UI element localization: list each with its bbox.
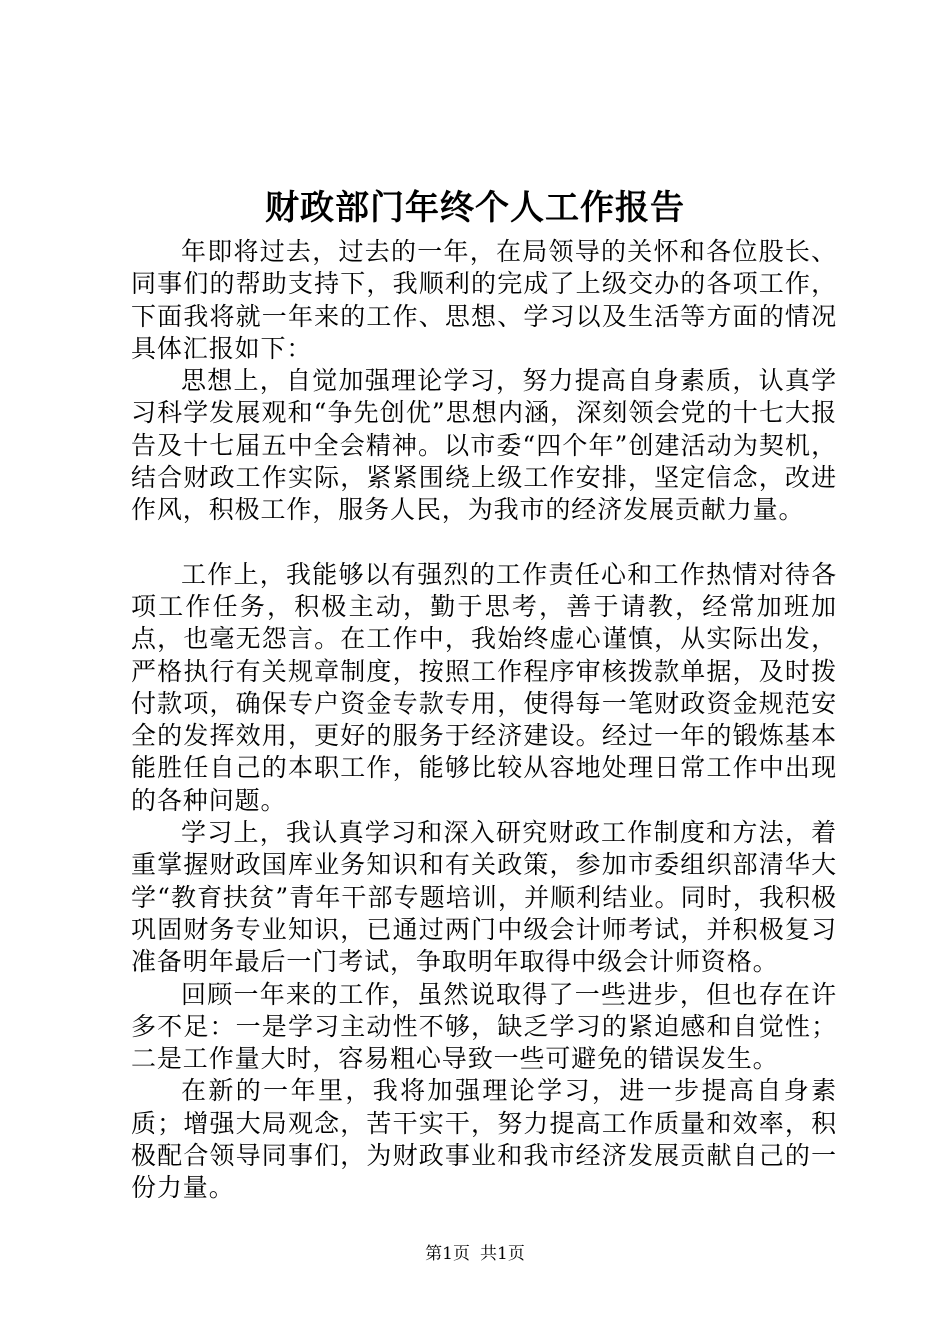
paragraph-study: 学习上，我认真学习和深入研究财政工作制度和方法，着重掌握财政国库业务知识和有关政策，参加市委组织部清华大学“教育扶贫”青年干部专题培训，并顺利结业。同时，我积极巩固财务专业知识，已通过两门中级会计师考试，并积极复习准备明年最后一门考试，争取明年取得中级会计师资格。: [131, 818, 837, 977]
paragraph-plan: 在新的一年里，我将加强理论学习，进一步提高自身素质；增强大局观念，苦干实干，努力提高工作质量和效率，积极配合领导同事们，为财政事业和我市经济发展贡献自己的一份力量。: [131, 1076, 837, 1203]
document-body: [131, 236, 837, 1205]
paragraph-intro: 年即将过去，过去的一年，在局领导的关怀和各位股长、同事们的帮助支持下，我顺利的完成了上级交办的各项工作，下面我将就一年来的工作、思想、学习以及生活等方面的情况具体汇报如下：: [131, 237, 837, 363]
paragraph-work: 工作上，我能够以有强烈的工作责任心和工作热情对待各项工作任务，积极主动，勤于思考，善于请教，经常加班加点，也毫无怨言。在工作中，我始终虚心谨慎，从实际出发，严格执行有关规章制度，按照工作程序审核拨款单据，及时拨付款项，确保专户资金专款专用，使得每一笔财政资金规范安全的发挥效用，更好的服务于经济建设。经过一年的锻炼基本能胜任自己的本职工作，能够比较从容地处理日常工作中出现的各种问题。: [131, 559, 837, 815]
page-number: 第1页: [425, 1244, 470, 1264]
paragraph-thought: 思想上，自觉加强理论学习，努力提高自身素质，认真学习科学发展观和“争先创优”思想内涵，深刻领会党的十七大报告及十七届五中全会精神。以市委“四个年”创建活动为契机，结合财政工作实际，紧紧围绕上级工作安排，坚定信念，改进作风，积极工作，服务人民，为我市的经济发展贡献力量。: [131, 366, 837, 525]
paragraph-review: 回顾一年来的工作，虽然说取得了一些进步，但也存在许多不足：一是学习主动性不够，缺乏学习的紧迫感和自觉性；二是工作量大时，容易粗心导致一些可避免的错误发生。: [131, 979, 837, 1074]
document-title: 财政部门年终个人工作报告: [265, 188, 685, 228]
page-total: 共1页: [480, 1244, 525, 1264]
page-footer: [0, 1242, 950, 1266]
